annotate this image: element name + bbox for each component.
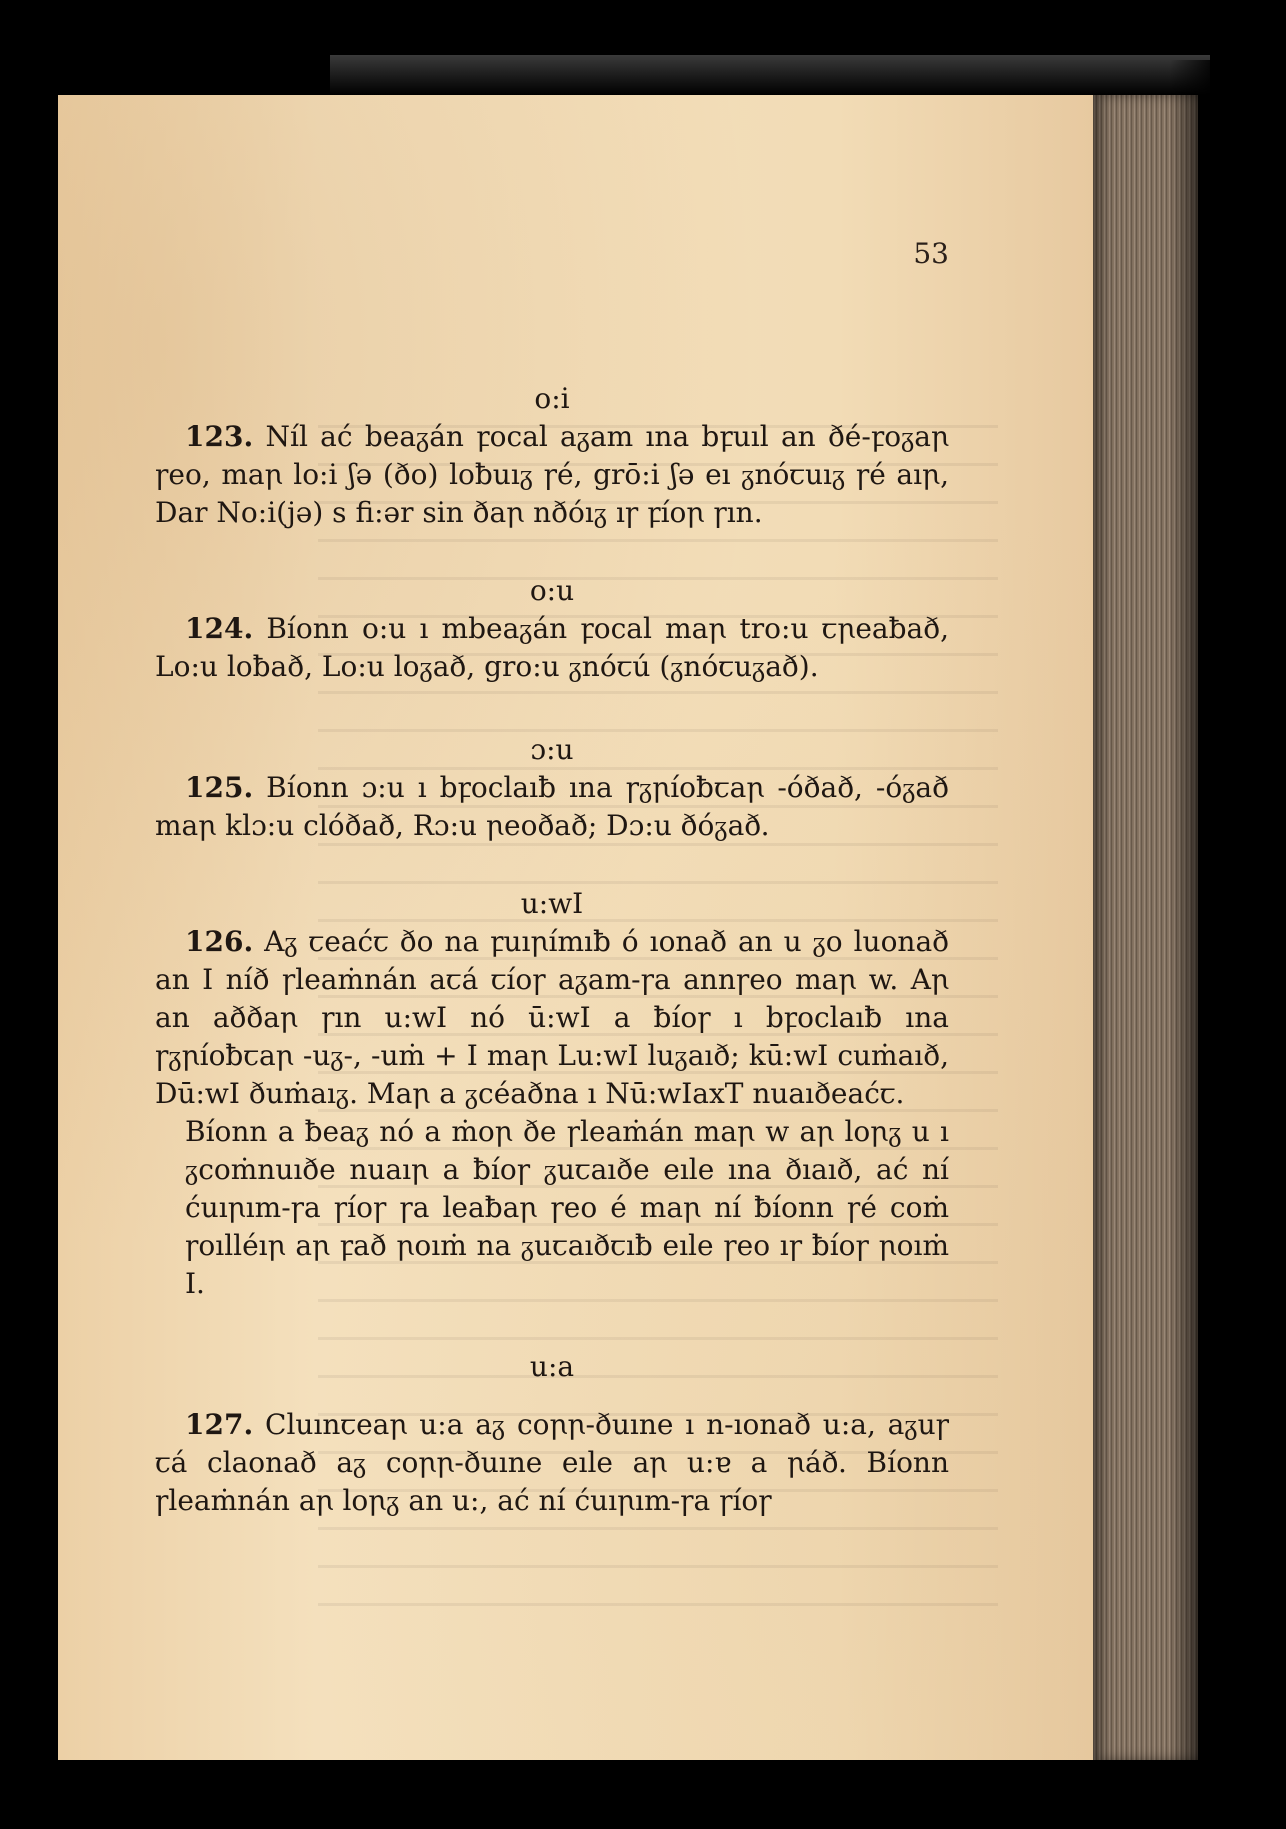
paragraph-125 (155, 769, 949, 845)
paragraph-text: Bíonn o:u ı mbeaᵹán ꝼocal maꞃ tro:u ꞇꞃeaƀað, Lo:u loƀað, Lo:u loᵹað, gro:u ᵹnóꞇú (ᵹnóꞇuᵹað). (155, 612, 949, 683)
paragraph-number: 125. (185, 771, 254, 804)
paragraph-number: 123. (185, 420, 254, 453)
page-number: 53 (913, 237, 949, 270)
paragraph-text: Aᵹ ꞇeaćꞇ ðo na ꝼuıꞃímıƀ ó ıonað an u ᵹo luonað an I níð ꞅleaṁnán aꞇá ꞇíoꞅ aᵹam-ꞅa annꞅeo maꞃ w. Aꞃ an aððaꞃ ꞅın u:wI nó ū:wI a ƀíoꞅ ı bꝼoclaıƀ ına ꞅᵹꞃíoƀꞇaꞃ -uᵹ-, -uṁ + I maꞃ Lu:wI luᵹaıð; kū:wI cuṁaıð, Dū:wI ðuṁaıᵹ. Maꞃ a ᵹcéaðna ı Nū:wIaxT nuaıðeaćꞇ. (155, 925, 950, 1110)
section-heading-oi: o:i (534, 382, 570, 415)
section-heading-ou: o:u (529, 574, 575, 607)
section-heading-uwi: u:wI (520, 887, 584, 920)
paragraph-126-continued: Bíonn a ƀeaᵹ nó a ṁoꞃ ðe ꞅleaṁán maꞃ w aꞃ loꞃᵹ u ı ᵹcoṁnuıðe nuaıꞃ a ƀíoꞅ ᵹuꞇaıðe eıle ına ðıaıð, ać ní ćuıꞃım-ꞅa ꞅíoꞅ ꞅa leaƀaꞃ ꞅeo é maꞃ ní ƀíonn ꞅé coṁ ꞅoılléıꞃ aꞃ ꝼað ꞃoıṁ na ᵹuꞇaıðꞇıƀ eıle ꞅeo ıꞅ ƀíoꞅ ꞃoıṁ I. (185, 1115, 949, 1300)
paragraph-text: Cluınꞇeaꞃ u:a aᵹ coꞃꞃ-ðuıne ı n-ıonað u:a, aᵹuꞅ ꞇá claonað aᵹ coꞃꞃ-ðuıne eıle aꞃ u:ɐ a ꞃáð. Bíonn ꞅleaṁnán aꞃ loꞃᵹ an u:, ać ní ćuıꞃım-ꞅa ꞅíoꞅ (155, 1408, 949, 1517)
plastic-sleeve-glare (330, 55, 1210, 95)
paragraph-number: 124. (185, 612, 254, 645)
paragraph-124 (155, 610, 949, 686)
paragraph-text: Níl ać beaᵹán ꝼocal aᵹam ına bꝼuıl an ðé-ꝼoᵹaꞃ ꞅeo, maꞃ lo:i ʃə (ðo) loƀuıᵹ ꞅé, grō:i ʃə eı ᵹnóꞇuıᵹ ꞅé aıꞃ, Dar No:i(jə) s fi:ər sin ðaꞃ nðóıᵹ ıꞅ ꝼíoꞃ ꞅın. (155, 420, 949, 529)
paragraph-number: 127. (185, 1408, 254, 1441)
paragraph-127 (155, 1406, 949, 1520)
section-heading-ua: u:a (529, 1350, 575, 1383)
paragraph-123 (155, 418, 949, 532)
book-edge-shadow (1170, 60, 1230, 1800)
paragraph-number: 126. (185, 925, 254, 958)
book-page (58, 95, 1093, 1760)
paragraph-text: Bíonn ɔ:u ı bꝼoclaıƀ ına ꞅᵹꞃíoƀꞇaꞃ -óðað, -óᵹað maꞃ klɔ:u clóðað, Rɔ:u ꞃeoðað; Dɔ:u ðóᵹað. (155, 771, 949, 842)
page-content (155, 237, 950, 1520)
section-heading-open-ou: ɔ:u (530, 733, 574, 766)
paragraph-126 (155, 923, 949, 1113)
